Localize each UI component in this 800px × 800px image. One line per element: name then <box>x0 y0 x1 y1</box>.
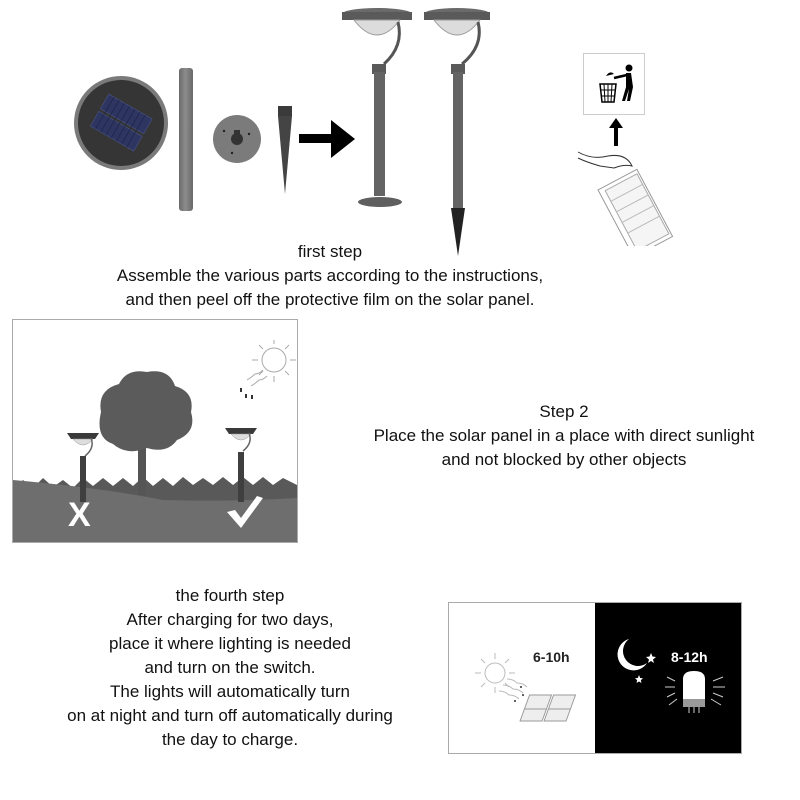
trash-bin-icon <box>584 54 644 114</box>
step2-text <box>330 400 798 472</box>
step2-line-1: Place the solar panel in a place with direct sunlight <box>373 426 755 445</box>
step4-title: the fourth step <box>175 586 285 605</box>
light-time-label: 8-12h <box>671 649 708 665</box>
step1-title: first step <box>297 242 363 261</box>
step4-line-4: The lights will automatically turn <box>110 682 350 701</box>
step4-line-1: After charging for two days, <box>126 610 334 629</box>
sun-icon <box>247 340 296 386</box>
step4-line-2: place it where lighting is needed <box>109 634 351 653</box>
step1-line-1: Assemble the various parts according to the instructions, <box>116 266 544 285</box>
glowing-light-icon <box>665 669 725 719</box>
charge-time-label: 6-10h <box>533 649 570 665</box>
step1-text <box>40 240 620 312</box>
solar-panel-part <box>72 74 170 172</box>
step4-line-6: the day to charge. <box>161 730 299 749</box>
wrong-mark-icon: X <box>68 496 91 534</box>
peel-film-hand <box>576 146 686 246</box>
day-charge-panel <box>449 603 595 753</box>
pole-part <box>179 68 193 211</box>
step2-title: Step 2 <box>539 402 589 421</box>
base-part <box>212 114 262 164</box>
assembled-lamp-with-base <box>340 6 415 212</box>
arrow-up-icon <box>609 118 623 146</box>
step2-line-2: and not blocked by other objects <box>441 450 687 469</box>
ground-spike-part <box>276 106 294 194</box>
night-light-panel <box>595 603 741 753</box>
assembled-lamp-with-spike <box>420 6 495 256</box>
step4-text <box>20 584 440 752</box>
step1-line-2: and then peel off the protective film on the solar panel. <box>125 290 535 309</box>
moon-stars-icon <box>611 637 659 687</box>
step1-illustration <box>0 0 800 240</box>
dispose-film-sign <box>583 53 645 115</box>
step4-line-5: on at night and turn off automatically during <box>67 706 393 725</box>
charge-cycle-panel <box>448 602 742 754</box>
step4-line-3: and turn on the switch. <box>144 658 316 677</box>
step2-scene <box>12 319 298 543</box>
